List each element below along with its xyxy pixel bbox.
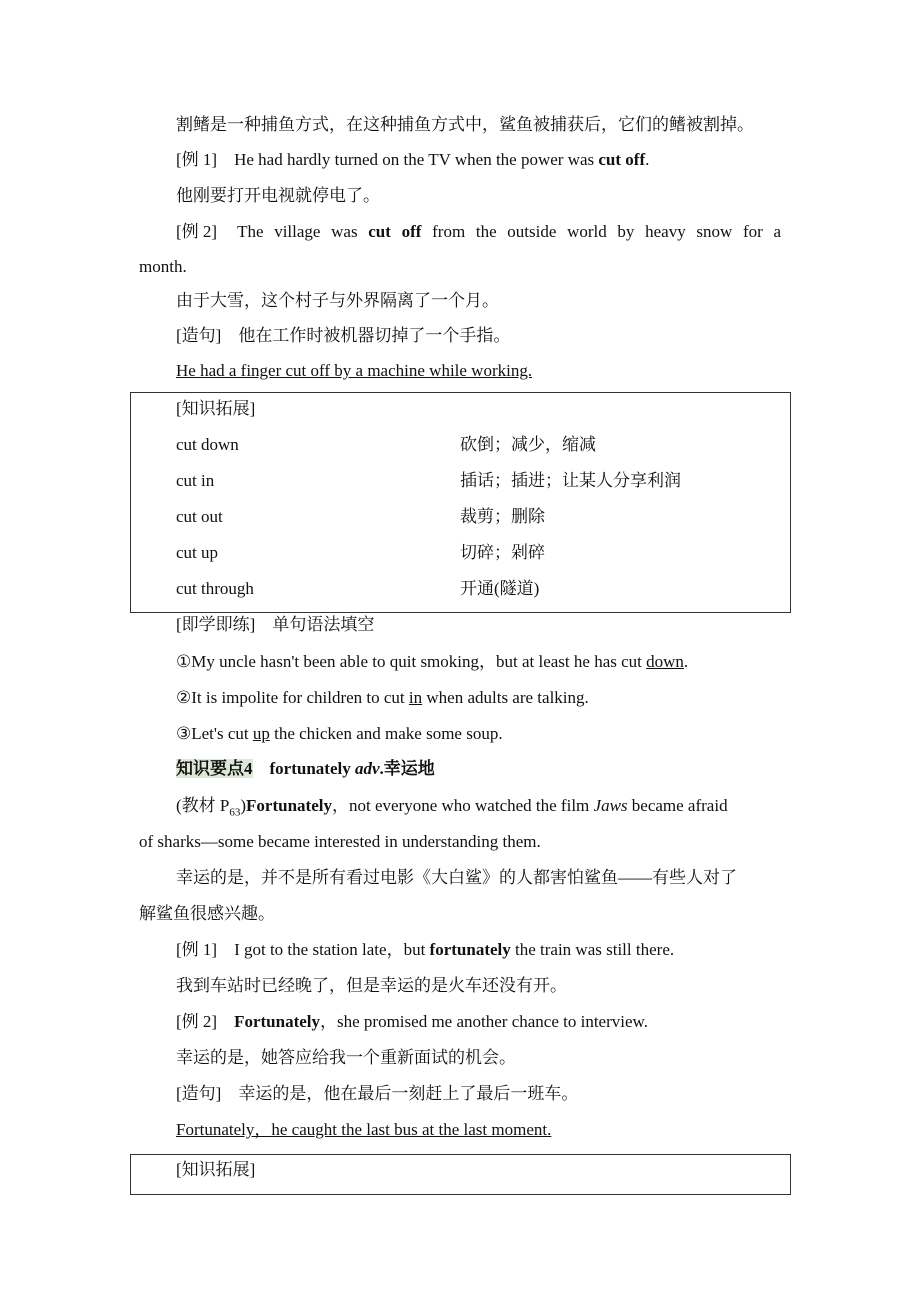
textbook-translation-continued: 解鲨鱼很感兴趣。 <box>139 904 275 923</box>
sentence-answer: He had a finger cut off by a machine while working. <box>176 361 533 380</box>
example-tag: [例 2] <box>176 222 218 241</box>
tag: [即学即练] <box>176 615 256 634</box>
sentence-answer: Fortunately，he caught the last bus at the last moment. <box>176 1120 552 1139</box>
knowledge-expansion-box <box>130 392 791 613</box>
phrase-meaning: 裁剪；删除 <box>460 507 545 526</box>
phrase: cut out <box>176 507 223 526</box>
paragraph: 割鳍是一种捕鱼方式，在这种捕鱼方式中，鲨鱼被捕获后，它们的鳍被割掉。 <box>176 115 754 134</box>
phrase: cut up <box>176 543 219 562</box>
box-title: [知识拓展] <box>176 399 256 418</box>
answer: up <box>252 724 270 743</box>
example-tag: [例 2] <box>176 1012 218 1031</box>
page-number: 63 <box>229 806 241 819</box>
part-of-speech: adv <box>354 759 380 778</box>
textbook-sentence <box>176 795 728 823</box>
sentence-making <box>176 325 510 347</box>
box-title: [知识拓展] <box>176 1160 256 1179</box>
example-text: from the outside world by heavy snow for a <box>421 222 782 241</box>
prompt: 幸运的是，他在最后一刻赶上了最后一班车。 <box>238 1084 579 1103</box>
example-tag: [例 1] <box>176 150 218 169</box>
example-2 <box>176 221 781 243</box>
phrase-meaning: 开通(隧道) <box>460 579 540 598</box>
subtitle: 单句语法填空 <box>272 615 375 634</box>
practice-item <box>176 687 589 709</box>
keyword: Fortunately <box>246 796 332 815</box>
example-tag: [例 1] <box>176 940 218 959</box>
source: ) <box>240 796 247 815</box>
question: the chicken and make some soup. <box>269 724 503 743</box>
example-text: I got to the station late，but <box>234 940 430 959</box>
example-1 <box>176 149 649 171</box>
keyword: Fortunately <box>234 1012 321 1031</box>
question: ②It is impolite for children to cut <box>176 688 409 707</box>
answer: down <box>646 652 684 671</box>
keyword: fortunately <box>429 940 511 959</box>
practice-item <box>176 651 688 673</box>
example-4-translation: 幸运的是，她答应给我一个重新面试的机会。 <box>176 1048 516 1067</box>
phrase: cut in <box>176 471 215 490</box>
punct: . <box>645 150 650 169</box>
question: ①My uncle hasn't been able to quit smoking，but at least he has cut <box>176 652 647 671</box>
example-3 <box>176 939 674 961</box>
sentence-making-2 <box>176 1083 578 1105</box>
source: (教材 P <box>176 796 230 815</box>
keyword: cut off <box>598 150 646 169</box>
punct: . <box>683 652 689 671</box>
tag: [造句] <box>176 326 222 345</box>
answer: in <box>408 688 423 707</box>
knowledge-point-heading <box>176 758 435 780</box>
question: ③Let's cut <box>176 724 253 743</box>
film-title: Jaws <box>593 796 628 815</box>
knowledge-expansion-box-2 <box>130 1154 791 1195</box>
text: became afraid <box>627 796 728 815</box>
text: ，not everyone who watched the film <box>331 796 594 815</box>
textbook-continued: of sharks—some became interested in understanding them. <box>139 832 541 851</box>
phrase: cut through <box>176 579 254 598</box>
practice-header <box>176 614 374 636</box>
example-1-translation: 他刚要打开电视就停电了。 <box>176 186 380 205</box>
example-text: He had hardly turned on the TV when the power was <box>234 150 599 169</box>
example-2-continued: month. <box>139 257 187 276</box>
example-3-translation: 我到车站时已经晚了，但是幸运的是火车还没有开。 <box>176 976 567 995</box>
example-2-translation: 由于大雪，这个村子与外界隔离了一个月。 <box>176 291 499 310</box>
prompt: 他在工作时被机器切掉了一个手指。 <box>238 326 511 345</box>
meaning: .幸运地 <box>379 759 435 778</box>
phrase-meaning: 插话；插进；让某人分享利润 <box>460 471 681 490</box>
example-text: the train was still there. <box>510 940 675 959</box>
phrase: cut down <box>176 435 239 454</box>
example-4 <box>176 1011 648 1033</box>
example-text: ，she promised me another chance to interview. <box>320 1012 648 1031</box>
tag: [造句] <box>176 1084 222 1103</box>
headword: fortunately <box>269 759 351 778</box>
textbook-translation: 幸运的是，并不是所有看过电影《大白鲨》的人都害怕鲨鱼——有些人对了 <box>176 868 737 887</box>
point-label: 知识要点4 <box>176 759 253 778</box>
phrase-meaning: 切碎；剁碎 <box>460 543 545 562</box>
example-text: The village was <box>237 222 369 241</box>
keyword: cut off <box>368 222 422 241</box>
practice-item <box>176 723 503 745</box>
phrase-meaning: 砍倒；减少，缩减 <box>460 435 596 454</box>
question: when adults are talking. <box>422 688 589 707</box>
